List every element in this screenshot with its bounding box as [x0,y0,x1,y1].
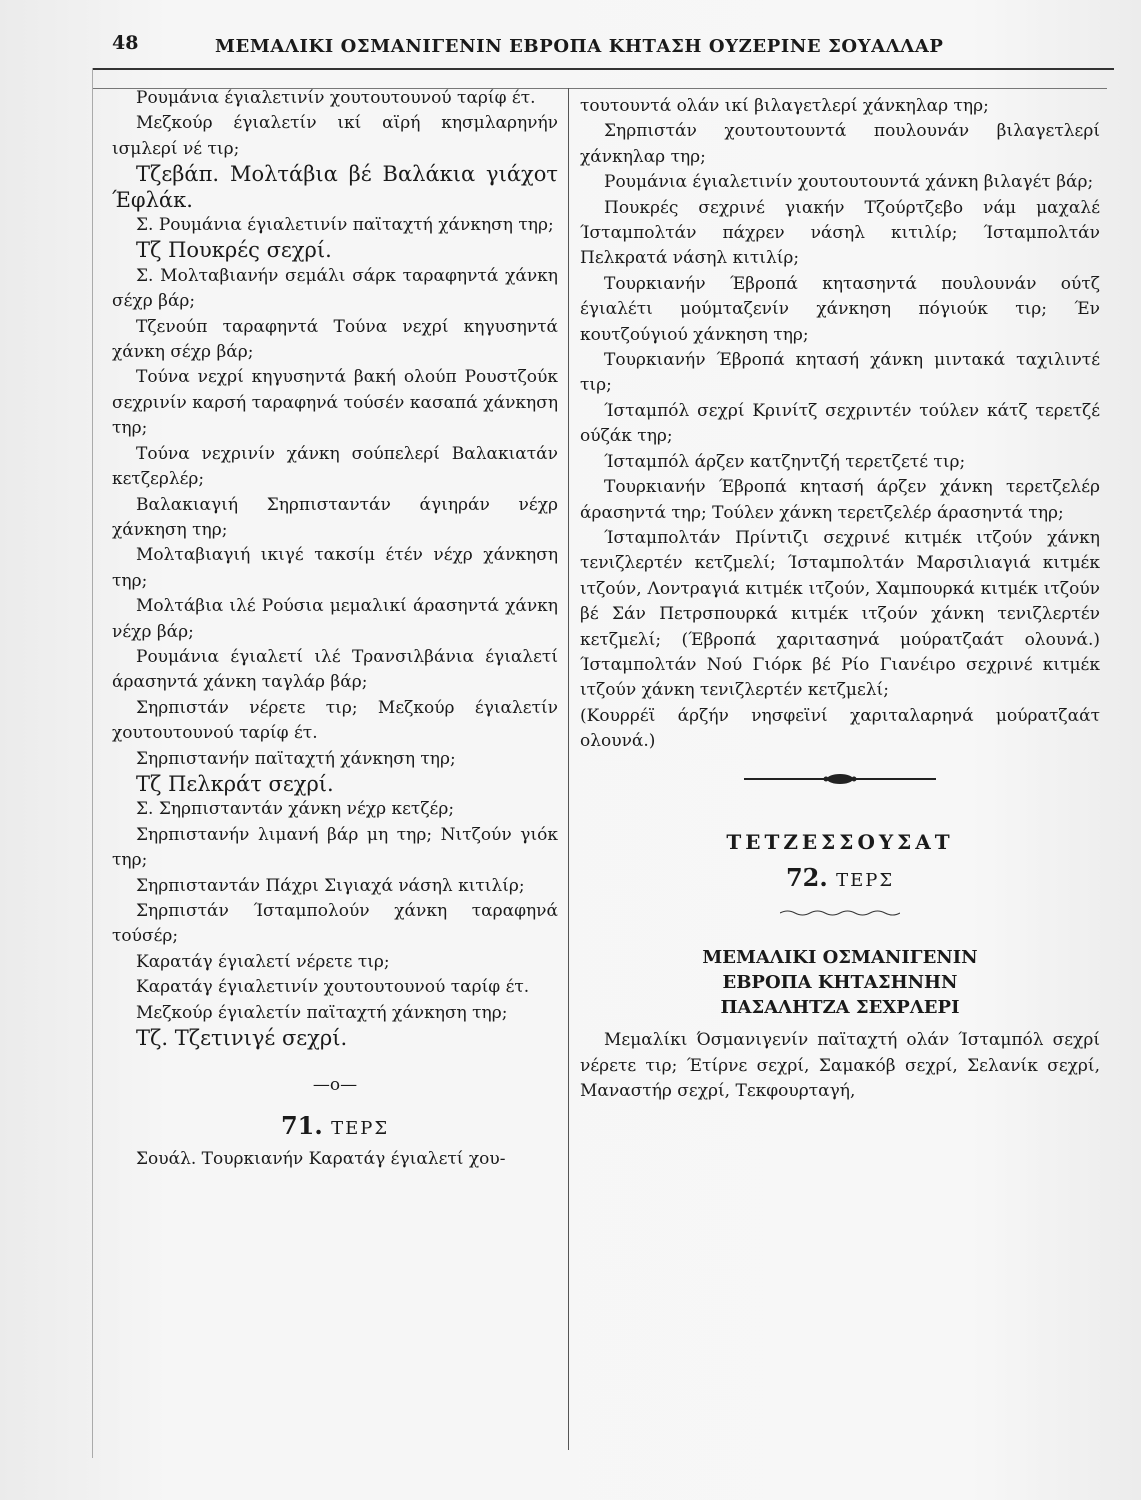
paragraph: Σηρπιστάν Ίσταμπολούν χάνκη ταραφηνά τούσέρ; [112,901,558,947]
paragraph: Σουάλ. Τουρκιανήν Καρατάγ έγιαλετί χου- [136,1149,506,1170]
ornament-rule [580,769,1100,794]
wavy-rule [580,900,1100,925]
answer-paragraph: Τζ Πελκράτ σεχρί. [136,771,334,796]
paragraph: Μολταβιαγιή ικιγέ τακσίμ έτέν νέχρ χάνκηση τηρ; [112,545,558,591]
lesson-number: 71. [280,1110,323,1140]
paragraph: Σηρπισταντάν Πάχρι Σιγιαχά νάσηλ κιτιλίρ; [136,875,525,896]
page-number: 48 [112,32,139,54]
section-title: ΤΕΤΖΕΣΣΟΥΣΑΤ [726,829,954,854]
lesson-heading [580,865,1100,893]
answer-paragraph: Τζεβάπ. Μολτάβια βέ Βαλάκια γιάχοτ Έφλάκ. [112,162,558,212]
chapter-heading-line: ΠΑΣΑΛΗΤΖΑ ΣΕΧΡΛΕΡΙ [720,997,960,1019]
chapter-heading [580,945,1100,1020]
section-separator: —ο— [312,1075,358,1096]
paragraph: Μολτάβια ιλέ Ρούσια μεμαλικί άρασηντά χάνκη νέχρ βάρ; [112,596,558,642]
paragraph: Τούνα νεχρινίν χάνκη σούπελερί Βαλακιατάν κετζερλέρ; [112,443,558,490]
header-rule [92,68,1114,70]
paragraph: τουτουντά ολάν ικί βιλαγετλερί χάνκηλαρ τηρ; [580,96,989,116]
wave-icon [780,909,900,917]
paragraph: Τούνα νεχρί κηγυσηντά βακή ολούπ Ρουστζούκ σεχρινίν καρσή ταραφηνά τούσέν κασαπά χάνκηση τηρ; [112,367,558,439]
paragraph: Μεμαλίκι Όσμανιγενίν παϊταχτή ολάν Ίσταμπόλ σεχρί νέρετε τιρ; Έτίρνε σεχρί, Σαμακόβ σεχρί, Σελανίκ σεχρί, Μαναστήρ σεχρί, Τεκφουρταγή, [580,1030,1100,1101]
left-column [112,86,558,1173]
paragraph: Σηρπιστάν χουτουτουντά πουλουνάν βιλαγετλερί χάνκηλαρ τηρ; [580,121,1100,167]
paragraph: Ίσταμπολτάν Πρίντιζι σεχρινέ κιτμέκ ιτζούν χάνκη τενιζλερτέν κετζμελί; Ίσταμπολτάν Μαρσιλιαγιά κιτμέκ ιτζούν, Λοντραγιά κιτμέκ ιτζούν, Χαμπουρκά κιτμέκ ιτζούν βέ Σάν Πετρσπουρκά κιτμέκ ιτζούν χάνκη τενιζλερτέν κετζμελί; (Έβροπά χαριτασηνά μούρατζαάτ ολουνά.) Ίσταμπολτάν Νού Γιόρκ βέ Ρίο Γιανέιρο σεχρινέ κιτμέκ ιτζούν χάνκη τενιζλερτέν κετζμελί; [580,527,1100,701]
paragraph: Σηρπιστάν νέρετε τιρ; Μεζκούρ έγιαλετίν χουτουτουνού ταρίφ έτ. [112,697,558,744]
paragraph: Τουρκιανήν Έβροπά κητασή χάνκη μιντακά ταχιλιντέ τιρ; [580,350,1100,396]
right-column [580,94,1100,1104]
chapter-heading-line: ΕΒΡΟΠΑ ΚΗΤΑΣΗΝΗΝ [722,972,958,994]
lesson-word: ΤΕΡΣ [836,870,895,892]
column-divider [568,88,569,1450]
paragraph: Ίσταμπόλ άρζεν κατζηντζή τερετζετέ τιρ; [604,451,966,472]
paragraph: Ίσταμπόλ σεχρί Κρινίτζ σεχριντέν τούλεν κάτζ τερετζέ ούζάκ τηρ; [580,400,1100,447]
left-frame-rule [92,68,93,1458]
lesson-word: ΤΕΡΣ [331,1117,390,1139]
chapter-heading-line: ΜΕΜΑΛΙΚΙ ΟΣΜΑΝΙΓΕΝΙΝ [702,947,978,969]
answer-paragraph: Τζ. Τζετινιγέ σεχρί. [136,1026,348,1051]
paragraph: Μεζκούρ έγιαλετίν παϊταχτή χάνκηση τηρ; [136,1002,508,1023]
question-paragraph: Σ. Σηρπισταντάν χάνκη νέχρ κετζέρ; [136,799,455,820]
running-header [90,28,1115,68]
lesson-number: 72. [785,863,828,893]
paragraph: Τουρκιανήν Έβροπά κητασηντά πουλουνάν ούτζ έγιαλέτι μούμταζενίν χάνκηση πόγιούκ τιρ; Έν κουτζούγιού χάνκηση τηρ; [580,273,1100,345]
paragraph: Ρουμάνια έγιαλετινίν χουτουτουντά χάνκη βιλαγέτ βάρ; [604,172,1094,193]
lesson-heading [112,1110,558,1141]
question-paragraph: Σ. Μολταβιανήν σεμάλι σάρκ ταραφηντά χάνκη σέχρ βάρ; [112,265,558,312]
running-title: ΜΕΜΑΛΙΚΙ ΟΣΜΑΝΙΓΕΝΙΝ ΕΒΡΟΠΑ ΚΗΤΑΣΗ ΟΥΖΕΡΙΝΕ ΣΟΥΑΛΛΑΡ [215,36,944,57]
paragraph: Ρουμάνια έγιαλετινίν χουτουτουνού ταρίφ έτ. [136,88,536,108]
paragraph: Σηρπιστανήν λιμανή βάρ μη τηρ; Νιτζούν γιόκ τηρ; [112,824,558,871]
paragraph: Τζενούπ ταραφηντά Τούνα νεχρί κηγυσηντά χάνκη σέχρ βάρ; [112,316,558,363]
paragraph: Ρουμάνια έγιαλετί ιλέ Τρανσιλβάνια έγιαλετί άρασηντά χάνκη ταγλάρ βάρ; [112,646,558,693]
paragraph: Πουκρές σεχρινέ γιακήν Τζούρτζεβο νάμ μαχαλέ Ίσταμπολτάν πάχρεν νάσηλ κιτιλίρ; Ίσταμπολτάν Πελκρατά νάσηλ κιτιλίρ; [580,197,1100,269]
ornament-icon [740,772,940,786]
paragraph: Καρατάγ έγιαλετί νέρετε τιρ; [136,951,390,972]
paragraph: Σηρπιστανήν παϊταχτή χάνκηση τηρ; [136,748,456,769]
paragraph: Τουρκιανήν Έβροπά κητασή άρζεν χάνκη τερετζελέρ άρασηντά τηρ; Τούλεν χάνκη τερετζελέρ άρασηντά τηρ; [580,477,1100,523]
paragraph: Μεζκούρ έγιαλετίν ικί αϊρή κησμλαρηνήν ισμλερί νέ τιρ; [112,113,558,159]
question-paragraph: Σ. Ρουμάνια έγιαλετινίν παϊταχτή χάνκηση τηρ; [136,215,554,236]
paragraph: Βαλακιαγιή Σηρπισταντάν άγιηράν νέχρ χάνκηση τηρ; [112,494,558,540]
answer-paragraph: Τζ Πουκρές σεχρί. [136,238,332,263]
paragraph: Καρατάγ έγιαλετινίν χουτουτουνού ταρίφ έτ. [136,977,530,998]
paragraph: (Κουρρέϊ άρζήν νησφεϊνί χαριταλαρηνά μούρατζαάτ ολουνά.) [580,705,1100,752]
